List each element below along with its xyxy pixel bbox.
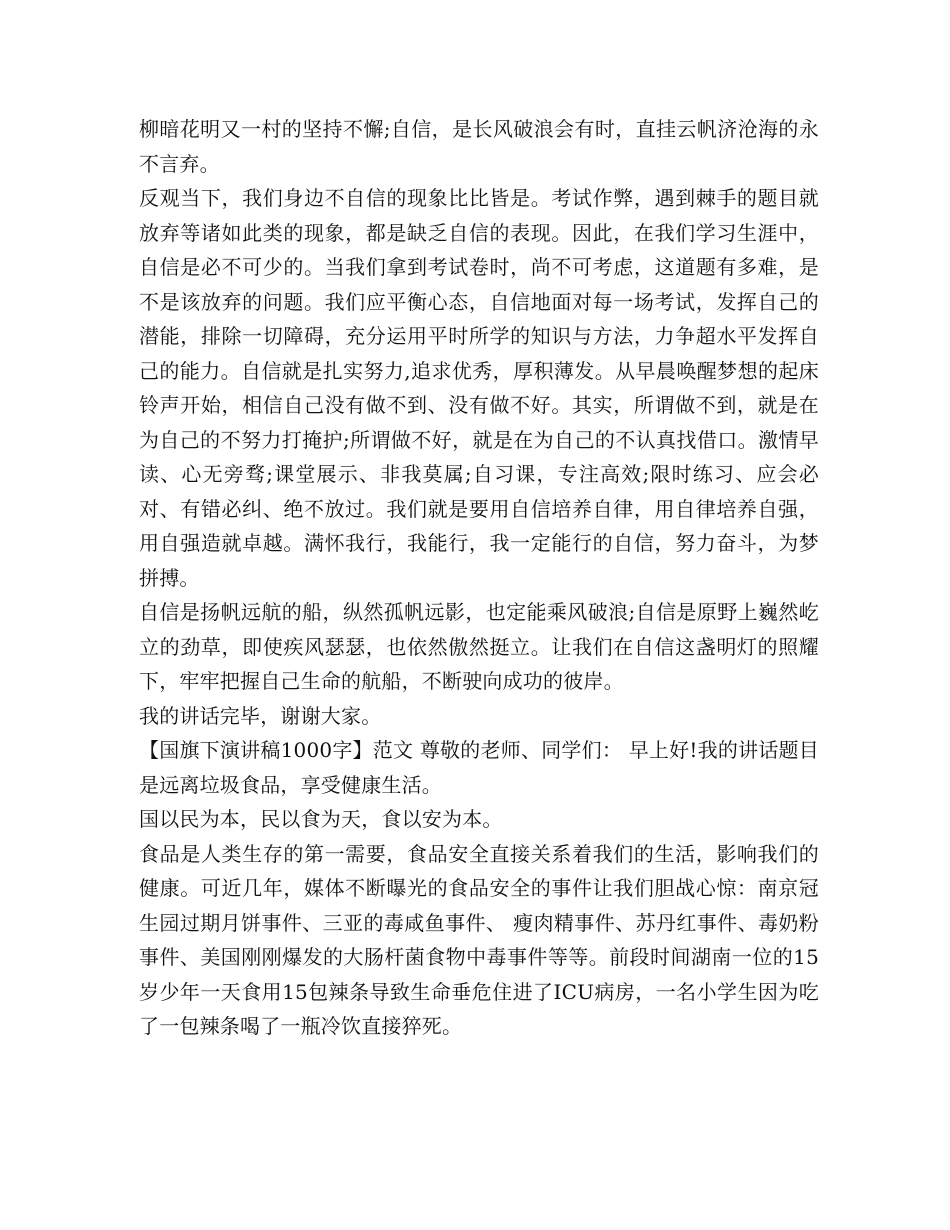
paragraph: 食品是人类生存的第一需要，食品安全直接关系着我们的生活，影响我们的健康。可近几年，媒体不断曝光的食品安全的事件让我们胆战心惊：南京冠生园过期月饼事件、三亚的毒咸鱼事件、 瘦肉精事件、苏丹红事件、毒奶粉事件、美国刚刚爆发的大肠杆菌食物中毒事件等等。前段时间湖南一位的15岁少年一天食用15包辣条导致生命垂危住进了ICU病房，一名小学生因为吃了一包辣条喝了一瓶冷饮直接猝死。	[139, 841, 819, 1038]
paragraph: 【国旗下演讲稿1000字】范文 尊敬的老师、同学们： 早上好!我的讲话题目是远离垃圾食品，享受健康生活。	[139, 738, 819, 797]
paragraph: 自信是扬帆远航的船，纵然孤帆远影，也定能乘风破浪;自信是原野上巍然屹立的劲草，即使疾风瑟瑟，也依然傲然挺立。让我们在自信这盏明灯的照耀下，牢牢把握自己生命的航船，不断驶向成功的彼岸。	[139, 600, 819, 693]
document-body	[139, 112, 819, 1044]
paragraph: 我的讲话完毕，谢谢大家。	[139, 703, 382, 728]
paragraph: 国以民为本，民以食为天，食以安为本。	[139, 807, 503, 831]
paragraph: 反观当下，我们身边不自信的现象比比皆是。考试作弊，遇到棘手的题目就放弃等诸如此类的现象，都是缺乏自信的表现。因此，在我们学习生涯中，自信是必不可少的。当我们拿到考试卷时，尚不可考虑，这道题有多难，是不是该放弃的问题。我们应平衡心态，自信地面对每一场考试，发挥自己的潜能，排除一切障碍，充分运用平时所学的知识与方法，力争超水平发挥自己的能力。自信就是扎实努力,追求优秀，厚积薄发。从早晨唤醒梦想的起床铃声开始，相信自己没有做不到、没有做不好。其实，所谓做不到，就是在为自己的不努力打掩护;所谓做不好，就是在为自己的不认真找借口。激情早读、心无旁骛;课堂展示、非我莫属;自习课，专注高效;限时练习、应会必对、有错必纠、绝不放过。我们就是要用自信培养自律，用自律培养自强，用自强造就卓越。满怀我行，我能行，我一定能行的自信，努力奋斗，为梦拼搏。	[139, 186, 819, 590]
paragraph: 柳暗花明又一村的坚持不懈;自信，是长风破浪会有时，直挂云帆济沧海的永不言弃。	[139, 117, 819, 176]
